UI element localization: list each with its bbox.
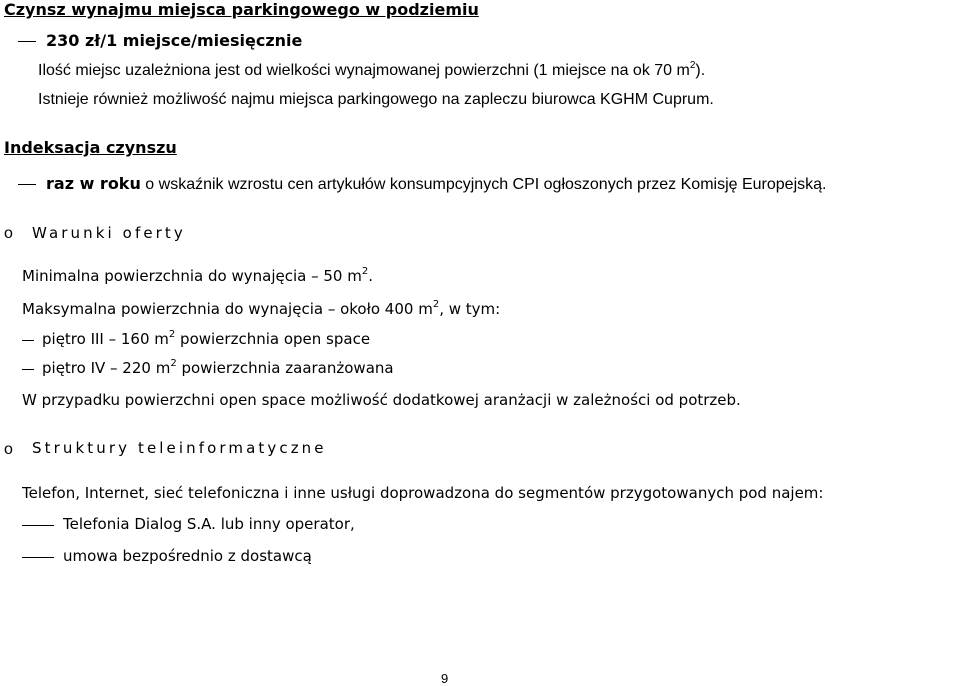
dash-bullet [18, 41, 36, 42]
arrangement-note: W przypadku powierzchni open space możliwość dodatkowej aranżacji w zależności od potrzeb. [22, 391, 741, 409]
floor-4-item [42, 358, 394, 377]
teleinformatics-heading: Struktury teleinformatyczne [32, 439, 327, 457]
max-area [22, 299, 501, 318]
dash-bullet [22, 340, 34, 341]
min-area [22, 266, 373, 285]
floor-4-type: powierzchnia zaaranżowana [176, 359, 394, 377]
indexation-text [46, 176, 826, 193]
offer-conditions-heading: Warunki oferty [32, 224, 186, 242]
page-number: 9 [441, 671, 449, 686]
teleinformatics-item-1: Telefonia Dialog S.A. lub inny operator, [63, 515, 355, 533]
dash-bullet [22, 525, 54, 526]
indexation-heading: Indeksacja czynszu [4, 138, 177, 157]
min-area-text: Minimalna powierzchnia do wynajęcia – 50 m [22, 267, 362, 285]
floor-4-text: piętro IV – 220 m [42, 359, 171, 377]
max-area-end: , w tym: [439, 300, 501, 318]
parking-price: 230 zł/1 miejsce/miesięcznie [46, 31, 303, 50]
parking-spaces-text: Ilość miejsc uzależniona jest od wielkości wynajmowanej powierzchni (1 miejsce na ok 70 m [38, 62, 690, 79]
parking-backyard-note: Istnieje również możliwość najmu miejsca parkingowego na zapleczu biurowca KGHM Cuprum. [38, 91, 714, 108]
min-area-end: . [368, 267, 373, 285]
parking-spaces-note [38, 60, 706, 79]
superscript: 2 [361, 266, 369, 277]
dash-bullet [22, 369, 34, 370]
superscript: 2 [170, 358, 177, 369]
indexation-rule: o wskaźnik wzrostu cen artykułów konsumpcyjnych CPI ogłoszonych przez Komisję Europejską. [140, 176, 827, 193]
max-area-text: Maksymalna powierzchnia do wynajęcia – około 400 m [22, 300, 433, 318]
indexation-frequency: raz w roku [46, 174, 141, 193]
floor-3-type: powierzchnia open space [175, 330, 371, 348]
dash-bullet [18, 184, 36, 185]
parking-spaces-end: ). [695, 62, 706, 79]
circle-bullet: o [4, 441, 13, 458]
teleinformatics-item-2: umowa bezpośrednio z dostawcą [63, 547, 312, 565]
superscript: 2 [432, 299, 440, 310]
floor-3-item [42, 329, 371, 348]
parking-heading: Czynsz wynajmu miejsca parkingowego w podziemiu [4, 0, 479, 19]
teleinformatics-intro: Telefon, Internet, sieć telefoniczna i inne usługi doprowadzona do segmentów przygotowanych pod najem: [22, 484, 824, 502]
superscript: 2 [168, 329, 176, 340]
floor-3-text: piętro III – 160 m [42, 330, 169, 348]
superscript: 2 [689, 60, 696, 71]
dash-bullet [22, 557, 54, 558]
circle-bullet: o [4, 225, 13, 242]
